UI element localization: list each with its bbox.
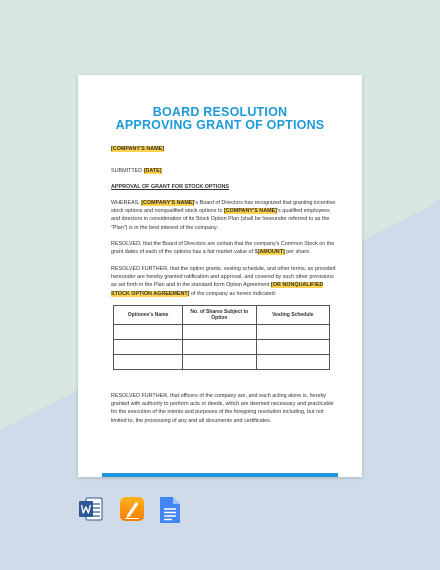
para1-highlight-2: [COMPANY'S NAME] xyxy=(223,208,277,215)
para1-text-1: WHEREAS, xyxy=(111,200,140,206)
submitted-label: SUBMITTED xyxy=(111,168,143,174)
paragraph-resolved-3: RESOLVED FURTHER, that officers of the company are, and each acting alone is, hereby granted with authority to perform acts or deeds, which are deemed necessary and practicable for the execution of the intents and purposes of the foregoing resolution including, but not limited to, the processing of any and all documents and certificates. xyxy=(111,393,334,424)
table-cell xyxy=(183,355,256,370)
header-shares: No. of Shares Subject to Option xyxy=(183,306,256,325)
date-placeholder: [DATE] xyxy=(143,168,162,174)
options-table xyxy=(113,305,330,370)
submitted-line xyxy=(111,167,340,175)
title-line-2: APPROVING GRANT OF OPTIONS xyxy=(115,118,325,132)
para1-text-3: 's qualified employees and directors in consideration of its Stock Option Plan (shall be hereunder referred to as the "Plan") is in the best interest of the company. xyxy=(111,208,330,231)
google-docs-icon[interactable] xyxy=(159,496,181,524)
table-cell xyxy=(183,325,256,340)
amount-placeholder: [AMOUNT] xyxy=(257,249,285,256)
section-heading-line xyxy=(111,183,340,191)
table-cell xyxy=(256,355,329,370)
table-cell xyxy=(114,340,183,355)
agreement-placeholder: [OR NONQUALIFIED STOCK OPTION AGREEMENT] xyxy=(111,282,324,297)
para2-text-2: per share. xyxy=(284,249,311,256)
table-cell xyxy=(114,355,183,370)
company-name-placeholder: [COMPANY'S NAME] xyxy=(111,146,164,152)
title-line-1: BOARD RESOLUTION xyxy=(152,105,288,119)
paragraph-whereas xyxy=(111,199,340,232)
pages-icon[interactable] xyxy=(119,496,145,522)
document-title xyxy=(78,106,362,132)
table-cell xyxy=(256,325,329,340)
paragraph-resolved-2 xyxy=(111,265,340,298)
table-cell xyxy=(256,340,329,355)
para2-text-1: RESOLVED, that the Board of Directors are certain that the company's Common Stock on the grant dates of each of the options has a fair market value of $ xyxy=(111,241,335,256)
page-accent-bar xyxy=(102,473,338,477)
company-name-line xyxy=(111,145,340,153)
para3-text-1: RESOLVED FURTHER, that the option grants, vesting schedule, and other terms, as provided hereunder are hereby granted ratification and approval, and covered by such other provisions as set forth in the Plan and in the standard form Option Agreement xyxy=(111,266,336,289)
paragraph-resolved-1 xyxy=(111,240,340,256)
table-row xyxy=(114,325,330,340)
document-page xyxy=(78,75,362,477)
table-cell xyxy=(114,325,183,340)
table-cell xyxy=(183,340,256,355)
para3-text-2: of the company as herein indicated: xyxy=(189,290,277,297)
word-icon[interactable] xyxy=(78,496,104,522)
table-row xyxy=(114,340,330,355)
table-header-row xyxy=(114,306,330,325)
para1-text-2: 's Board of Directors has recognized that granting incentive stock options and nonqualified stock options to xyxy=(111,200,336,215)
para1-highlight-1: [COMPANY'S NAME] xyxy=(141,200,195,206)
header-optionee-name: Optionee's Name xyxy=(114,306,183,325)
table-row xyxy=(114,355,330,370)
section-heading: APPROVAL OF GRANT FOR STOCK OPTIONS xyxy=(111,184,230,190)
header-vesting: Vesting Schedule xyxy=(256,306,329,325)
